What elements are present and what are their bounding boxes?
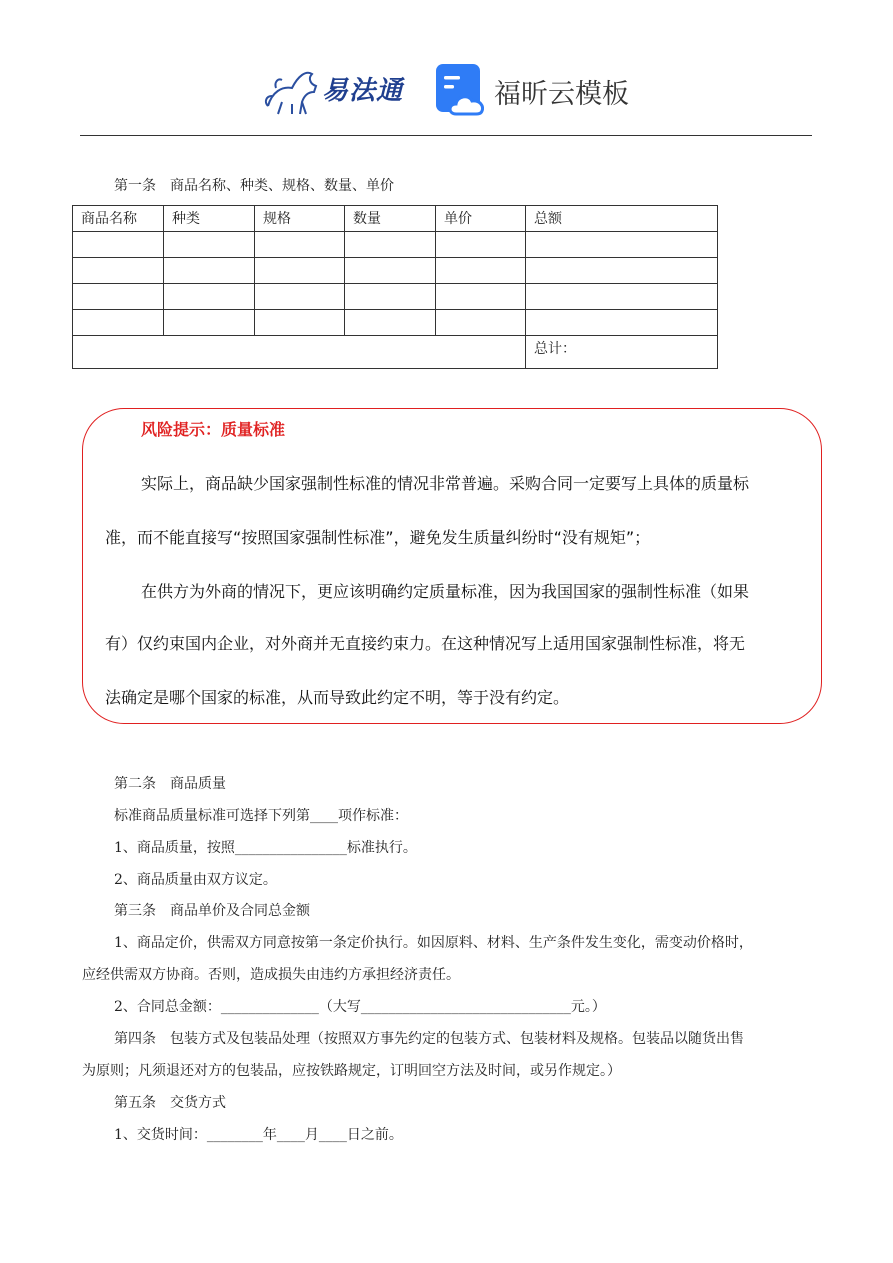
article-5-title: 第五条 交货方式	[114, 1095, 226, 1111]
risk-text-line: 准，而不能直接写“按照国家强制性标准”，避免发生质量纠纷时“没有规矩”；	[105, 528, 651, 547]
risk-text-line: 法确定是哪个国家的标准，从而导致此约定不明，等于没有约定。	[105, 688, 570, 707]
table-cell[interactable]	[73, 232, 164, 258]
table-cell[interactable]	[345, 284, 436, 310]
risk-text-line: 有）仅约束国内企业，对外商并无直接约束力。在这种情况写上适用国家强制性标准，将无	[105, 634, 746, 653]
article-3-title: 第三条 商品单价及合同总金额	[114, 903, 310, 919]
total-label: 总计：	[526, 336, 718, 369]
risk-title: 风险提示：质量标准	[141, 420, 286, 439]
risk-notice-box	[82, 408, 822, 724]
article-4-line: 为原则；凡须退还对方的包装品，应按铁路规定，订明回空方法及时间，或另作规定。）	[82, 1063, 621, 1079]
table-header-row	[73, 206, 718, 232]
table-cell[interactable]	[436, 258, 526, 284]
table-cell[interactable]	[526, 284, 718, 310]
brand-yifatong: 易法通	[322, 76, 404, 106]
risk-text-line: 在供方为外商的情况下，更应该明确约定质量标准，因为我国国家的强制性标准（如果	[141, 582, 750, 601]
table-row	[73, 310, 718, 336]
article-5-line: 1、交货时间：________年____月____日之前。	[114, 1127, 403, 1143]
table-row	[73, 232, 718, 258]
article-1-title: 第一条 商品名称、种类、规格、数量、单价	[114, 178, 394, 194]
cloud-doc-icon	[436, 64, 484, 116]
table-total-row	[73, 336, 718, 369]
table-cell[interactable]	[345, 258, 436, 284]
table-cell[interactable]	[73, 258, 164, 284]
table-cell[interactable]	[73, 284, 164, 310]
table-cell[interactable]	[255, 284, 345, 310]
article-2-line: 标准商品质量标准可选择下列第____项作标准：	[114, 808, 408, 824]
table-header: 单价	[436, 206, 526, 232]
table-row	[73, 258, 718, 284]
table-cell[interactable]	[255, 310, 345, 336]
article-3-line: 应经供需双方协商。否则，造成损失由违约方承担经济责任。	[82, 967, 460, 983]
article-2-line: 2、商品质量由双方议定。	[114, 872, 277, 888]
table-cell[interactable]	[255, 232, 345, 258]
article-2-line: 1、商品质量，按照________________标准执行。	[114, 840, 417, 856]
table-header: 规格	[255, 206, 345, 232]
table-cell[interactable]	[73, 310, 164, 336]
header	[0, 60, 893, 124]
table-cell[interactable]	[345, 310, 436, 336]
goods-table	[72, 205, 718, 369]
table-cell[interactable]	[436, 232, 526, 258]
table-cell[interactable]	[164, 258, 255, 284]
table-header: 数量	[345, 206, 436, 232]
table-cell[interactable]	[345, 232, 436, 258]
table-cell[interactable]	[526, 310, 718, 336]
article-4-line: 第四条 包装方式及包装品处理（按照双方事先约定的包装方式、包装材料及规格。包装品以随货出售	[114, 1031, 744, 1047]
table-cell[interactable]	[255, 258, 345, 284]
table-cell[interactable]	[164, 310, 255, 336]
table-header: 商品名称	[73, 206, 164, 232]
article-3-line: 1、商品定价，供需双方同意按第一条定价执行。如因原料、材料、生产条件发生变化，需变动价格时，	[114, 935, 753, 951]
risk-text-line: 实际上，商品缺少国家强制性标准的情况非常普遍。采购合同一定要写上具体的质量标	[141, 474, 750, 493]
table-cell[interactable]	[164, 232, 255, 258]
brand-foxit-template: 福昕云模板	[494, 79, 629, 110]
table-row	[73, 284, 718, 310]
table-cell[interactable]	[164, 284, 255, 310]
table-cell[interactable]	[436, 310, 526, 336]
article-2-title: 第二条 商品质量	[114, 776, 226, 792]
table-header: 种类	[164, 206, 255, 232]
table-cell[interactable]	[526, 232, 718, 258]
article-3-line: 2、合同总金额：______________（大写______________________________元。）	[114, 999, 606, 1015]
table-cell[interactable]	[436, 284, 526, 310]
header-divider	[80, 135, 812, 136]
table-cell[interactable]	[526, 258, 718, 284]
table-header: 总额	[526, 206, 718, 232]
table-cell[interactable]	[73, 336, 526, 369]
